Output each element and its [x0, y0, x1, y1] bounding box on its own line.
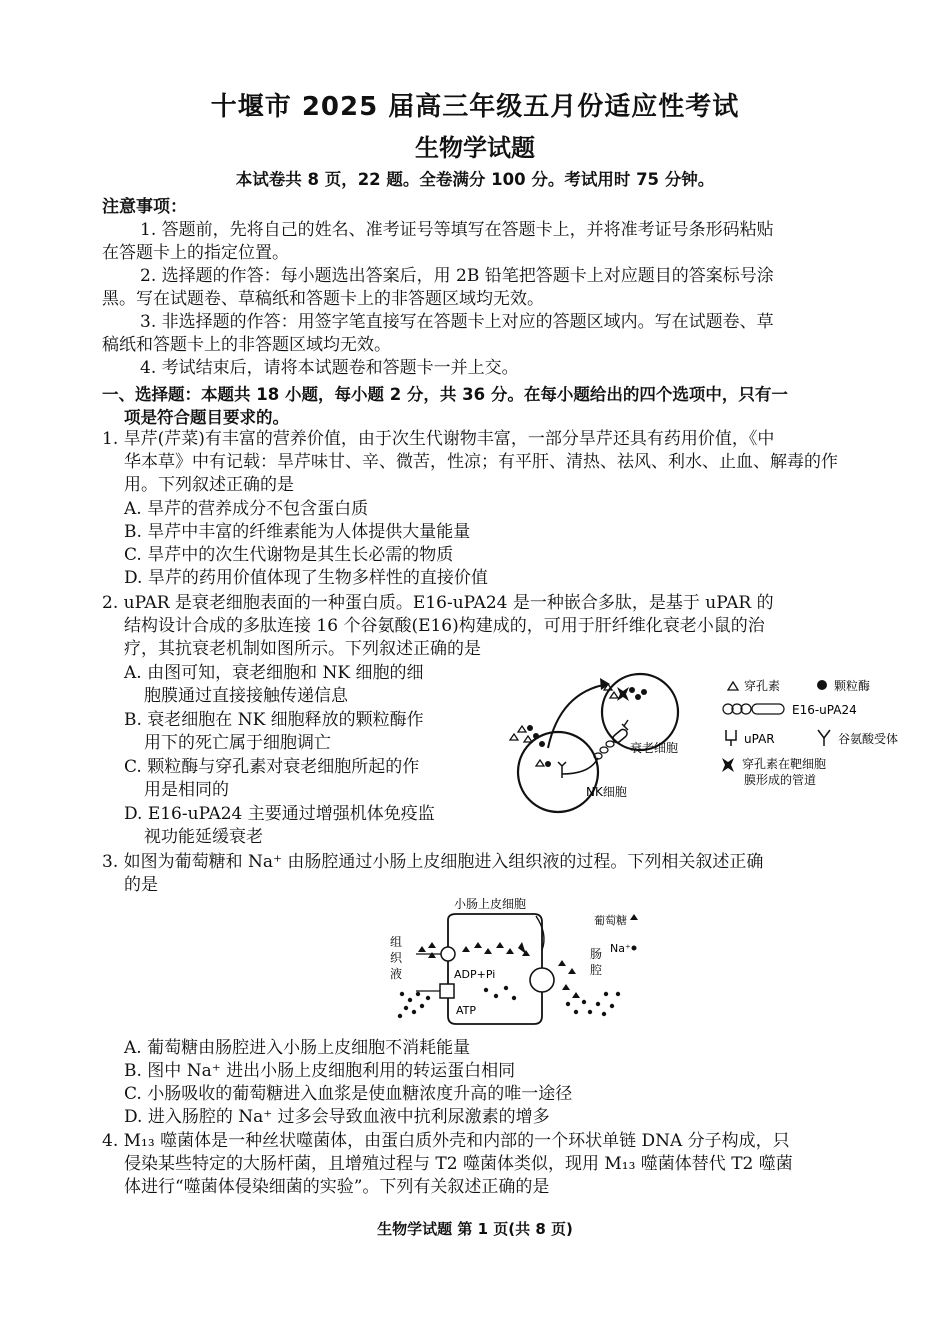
q2-option-c-cont: 用是相同的: [144, 780, 229, 800]
lumen-2: 腔: [590, 963, 603, 977]
lumen-1: 肠: [590, 947, 603, 961]
notice-line: 黑。写在试题卷、草稿纸和答题卡上的非答题区域均无效。: [102, 289, 544, 309]
senescent-cell-label: 衰老细胞: [630, 741, 679, 755]
q2-stem: 疗，其抗衰老机制如图所示。下列叙述正确的是: [124, 639, 481, 659]
symporter: [530, 968, 554, 992]
notice-line: 2. 选择题的作答：每小题选出答案后，用 2B 铅笔把答题卡上对应题目的答案标号涂: [140, 266, 774, 286]
glucose-legend: 葡萄糖: [594, 914, 627, 927]
perforin-channel-icon: [617, 687, 629, 701]
q3-stem: 的是: [124, 875, 158, 895]
q2-option-b: B. 衰老细胞在 NK 细胞释放的颗粒酶作: [124, 710, 424, 730]
cell-label: 小肠上皮细胞: [454, 897, 527, 911]
q2-option-b-cont: 用下的死亡属于细胞调亡: [144, 733, 331, 753]
q2-figure: [500, 662, 910, 822]
sodium-icon: [632, 946, 637, 951]
legend-peptide: E16-uPA24: [792, 703, 857, 717]
legend-perforin: 穿孔素: [744, 679, 781, 693]
notice-line: 稿纸和答题卡上的非答题区域均无效。: [102, 335, 391, 355]
legend-channel-1: 穿孔素在靶细胞: [742, 757, 827, 771]
receptor-icon: [818, 730, 830, 746]
glucose-carrier-left: [441, 947, 455, 961]
sodium-pump: [440, 984, 454, 998]
notice-line: 在答题卡上的指定位置。: [102, 243, 289, 263]
q1-option-a: A. 旱芹的营养成分不包含蛋白质: [124, 499, 369, 519]
channel-icon: [722, 758, 734, 772]
q1-option-b: B. 旱芹中丰富的纤维素能为人体提供大量能量: [124, 522, 471, 542]
granzyme-icon: [817, 680, 827, 690]
q2-stem: 结构设计合成的多肽连接 16 个谷氨酸(E16)构建成的，可用于肝纤维化衰老小鼠的治: [124, 616, 765, 636]
exam-subject: 生物学试题: [415, 134, 535, 162]
notice-line: 4. 考试结束后，请将本试题卷和答题卡一并上交。: [140, 358, 519, 378]
perforin-icon: [728, 682, 738, 690]
legend-channel-2: 膜形成的管道: [744, 773, 817, 787]
na-legend: Na⁺: [610, 942, 631, 955]
notice-heading: 注意事项：: [102, 197, 187, 217]
q4-stem: 体进行“噬菌体侵染细菌的实验”。下列有关叙述正确的是: [124, 1177, 550, 1197]
section-heading: 一、选择题：本题共 18 小题，每小题 2 分，共 36 分。在每小题给出的四个选项中，只有一: [102, 385, 788, 404]
q1-stem: 华本草》中有记载：旱芹味甘、辛、微苦，性凉；有平肝、清热、祛风、利水、止血、解毒的作: [124, 452, 838, 472]
notice-line: 1. 答题前，先将自己的姓名、准考证号等填写在答题卡上，并将准考证号条形码粘贴: [140, 220, 774, 240]
q3-option-a: A. 葡萄糖由肠腔进入小肠上皮细胞不消耗能量: [124, 1038, 471, 1058]
adp-label: ADP+Pi: [454, 968, 496, 981]
q2-option-c: C. 颗粒酶与穿孔素对衰老细胞所起的作: [124, 757, 420, 777]
nk-cell: [518, 732, 598, 812]
q2-option-d: D. E16-uPA24 主要通过增强机体免疫监: [124, 804, 435, 824]
exam-title: 十堰市 2025 届高三年级五月份适应性考试: [210, 92, 740, 122]
q1-stem: 1. 旱芹(芹菜)有丰富的营养价值，由于次生代谢物丰富，一部分旱芹还具有药用价值，《中: [102, 429, 775, 449]
nk-cell-label: NK细胞: [586, 785, 627, 799]
q3-option-b: B. 图中 Na⁺ 进出小肠上皮细胞利用的转运蛋白相同: [124, 1061, 516, 1081]
section-heading-cont: 项是符合题目要求的。: [124, 408, 289, 427]
peptide-legend-icon: [723, 704, 784, 714]
q3-option-c: C. 小肠吸收的葡萄糖进入血浆是使血糖浓度升高的唯一途径: [124, 1084, 573, 1104]
q2-option-a-cont: 胞膜通过直接接触传递信息: [144, 686, 348, 706]
notice-line: 3. 非选择题的作答：用签字笔直接写在答题卡上对应的答题区域内。写在试题卷、草: [140, 312, 774, 332]
tissue-fluid-1: 组: [390, 935, 403, 949]
legend-receptor: 谷氨酸受体: [838, 732, 899, 746]
atp-label: ATP: [456, 1004, 477, 1017]
q2-option-a: A. 由图可知，衰老细胞和 NK 细胞的细: [124, 663, 424, 683]
exam-info: 本试卷共 8 页，22 题。全卷满分 100 分。考试用时 75 分钟。: [235, 170, 715, 189]
q3-option-d: D. 进入肠腔的 Na⁺ 过多会导致血液中抗利尿激素的增多: [124, 1107, 550, 1127]
q2-stem: 2. uPAR 是衰老细胞表面的一种蛋白质。E16-uPA24 是一种嵌合多肽，是基于 uPAR 的: [102, 593, 774, 613]
legend-granzyme: 颗粒酶: [834, 679, 871, 693]
legend-upar: uPAR: [744, 732, 775, 746]
q4-stem: 4. M₁₃ 噬菌体是一种丝状噬菌体，由蛋白质外壳和内部的一个环状单链 DNA 分子构成，只: [102, 1131, 790, 1151]
glucose-icon: [630, 914, 638, 920]
q4-stem: 侵染某些特定的大肠杆菌，且增殖过程与 T2 噬菌体类似，现用 M₁₃ 噬菌体替代 T2 噬菌: [124, 1154, 793, 1174]
tissue-fluid-3: 液: [390, 967, 403, 981]
q1-option-c: C. 旱芹中的次生代谢物是其生长必需的物质: [124, 545, 454, 565]
q1-stem: 用。下列叙述正确的是: [124, 475, 294, 495]
q3-stem: 3. 如图为葡萄糖和 Na⁺ 由肠腔通过小肠上皮细胞进入组织液的过程。下列相关叙述正确: [102, 852, 764, 872]
upar-icon: [726, 730, 736, 746]
q3-figure: [372, 894, 652, 1034]
page-footer: 生物学试题 第 1 页(共 8 页): [377, 1220, 573, 1238]
q1-option-d: D. 旱芹的药用价值体现了生物多样性的直接价值: [124, 568, 488, 588]
tissue-fluid-2: 织: [390, 951, 403, 965]
q2-option-d-cont: 视功能延缓衰老: [144, 827, 263, 847]
